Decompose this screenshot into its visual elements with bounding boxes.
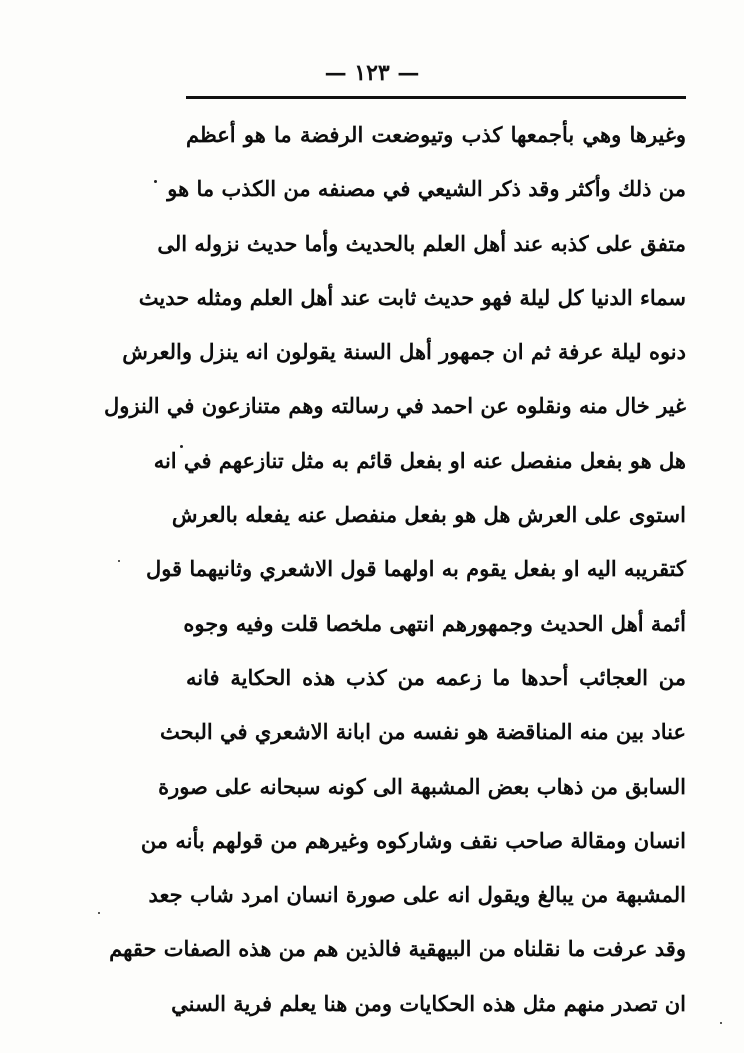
scan-speck [118,560,120,562]
text-line: من العجائب أحدها ما زعمه من كذب هذه الحكاية فانه [186,664,686,690]
text-line: غير خال منه ونقلوه عن احمد في رسالته وهم متنازعون في النزول [104,393,686,419]
scan-speck [180,445,183,448]
scan-speck [98,912,100,914]
text-line: كتقريبه اليه او بفعل يقوم به اولهما قول الاشعري وثانيهما قول [145,556,686,582]
text-line: عناد بين منه المناقضة هو نفسه من ابانة الاشعري في البحث [159,719,686,745]
body-text [104,108,686,1031]
text-line: استوى على العرش هل هو بفعل منفصل عنه يفعله بالعرش [171,502,686,528]
text-line: أئمة أهل الحديث وجمهورهم انتهى ملخصا قلت وفيه وجوه [183,610,686,636]
text-line: المشبهة من يبالغ ويقول انه على صورة انسان امرد شاب جعد [148,882,686,908]
scan-speck [720,1022,722,1024]
text-line: ان تصدر منهم مثل هذه الحكايات ومن هنا يعلم فرية السني [171,990,686,1016]
text-line: السابق من ذهاب بعض المشبهة الى كونه سبحانه على صورة [158,773,686,799]
text-line: من ذلك وأكثر وقد ذكر الشيعي في مصنفه من الكذب ما هو [167,176,686,202]
page-number: — ١٢٣ — [324,60,420,86]
text-line: دنوه ليلة عرفة ثم ان جمهور أهل السنة يقولون انه ينزل والعرش [122,339,686,365]
text-line: انسان ومقالة صاحب نقف وشاركوه وغيرهم من قولهم بأنه من [140,827,686,853]
text-line: متفق على كذبه عند أهل العلم بالحديث وأما حديث نزوله الى [157,230,686,256]
scan-speck [154,180,157,183]
text-line: وقد عرفت ما نقلناه من البيهقية فالذين هم من هذه الصفات حقهم [109,936,686,962]
header-rule [186,96,686,99]
text-line: سماء الدنيا كل ليلة فهو حديث ثابت عند أهل العلم ومثله حديث [138,284,686,310]
text-line: وغيرها وهي بأجمعها كذب وتيوضعت الرفضة ما هو أعظم [186,122,686,147]
text-line: هل هو بفعل منفصل عنه او بفعل قائم به مثل تنازعهم في انه [153,447,686,473]
